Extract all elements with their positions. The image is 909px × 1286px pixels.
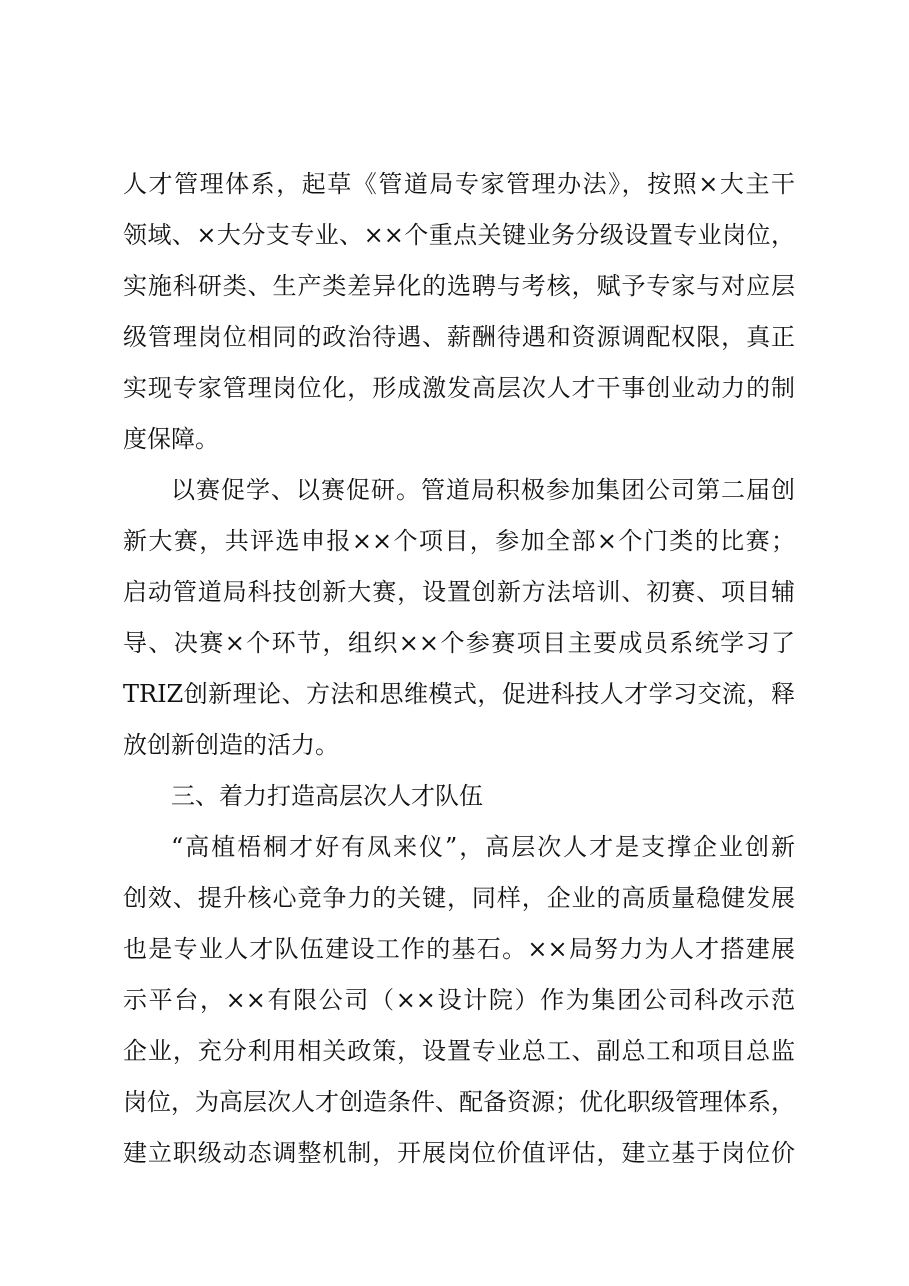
paragraph-line: 示平台，××有限公司（××设计院）作为集团公司科改示范 [123,986,795,1014]
paragraph-line: 领域、×大分支专业、××个重点关键业务分级设置专业岗位， [123,221,795,249]
paragraph-line: 创效、提升核心竞争力的关键，同样，企业的高质量稳健发展 [123,884,795,912]
paragraph-line: 启动管道局科技创新大赛，设置创新方法培训、初赛、项目辅 [123,578,795,606]
paragraph-line: 实现专家管理岗位化，形成激发高层次人才干事创业动力的制 [123,374,795,402]
paragraph-line: 建立职级动态调整机制，开展岗位价值评估，建立基于岗位价 [123,1139,795,1167]
paragraph-first-line: 以赛促学、以赛促研。管道局积极参加集团公司第二届创 [171,476,795,504]
paragraph-line: 度保障。 [123,425,219,453]
paragraph-first-line: “高植梧桐才好有凤来仪”，高层次人才是支撑企业创新 [171,833,795,861]
paragraph-line: 导、决赛×个环节，组织××个参赛项目主要成员系统学习了 [123,629,795,657]
paragraph-line: 人才管理体系，起草《管道局专家管理办法》，按照×大主干 [123,170,795,198]
paragraph-line: 级管理岗位相同的政治待遇、薪酬待遇和资源调配权限，真正 [123,323,795,351]
paragraph-line: 实施科研类、生产类差异化的选聘与考核，赋予专家与对应层 [123,272,795,300]
section-heading: 三、着力打造高层次人才队伍 [171,782,483,810]
paragraph-line: 企业，充分利用相关政策，设置专业总工、副总工和项目总监 [123,1037,795,1065]
paragraph-line: 岗位，为高层次人才创造条件、配备资源；优化职级管理体系， [123,1088,795,1116]
paragraph-line: 放创新创造的活力。 [123,731,339,759]
paragraph-line: TRIZ创新理论、方法和思维模式，促进科技人才学习交流，释 [123,680,795,708]
paragraph-line: 新大赛，共评选申报××个项目，参加全部×个门类的比赛； [123,527,795,555]
paragraph-line: 也是专业人才队伍建设工作的基石。××局努力为人才搭建展 [123,935,795,963]
